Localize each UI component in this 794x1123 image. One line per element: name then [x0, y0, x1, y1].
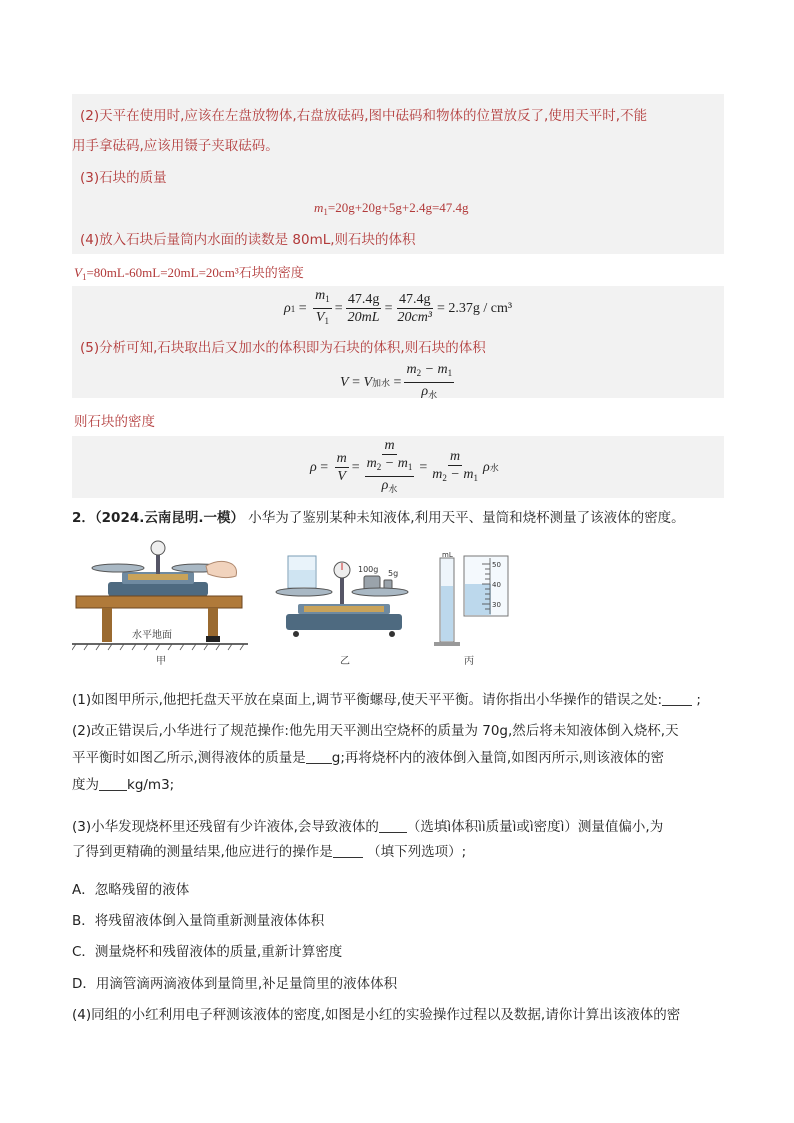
svg-text:100g: 100g: [358, 565, 379, 574]
solution-p3: (3)石块的质量: [80, 170, 167, 186]
question-3b: 了得到更精确的测量结果,他应进行的操作是 （填下列选项）;: [72, 844, 467, 860]
ground-label: 水平地面: [132, 630, 172, 641]
balance-base-yi: [286, 614, 402, 630]
question-stem: 小华为了鉴别某种未知液体,利用天平、量筒和烧杯测量了该液体的密度。: [248, 510, 685, 526]
answer-blank-1[interactable]: [662, 693, 692, 706]
question-number: 2．: [72, 510, 95, 526]
density-formula-1: ρ 1 = $\frac{m_1}{V_1}$ = $\frac{47.4g}{20mL}$ = $\frac{47.4g}{\text{20cm³}}$ = 2.37g / cm³: [284, 288, 513, 326]
question-2c: 度为 kg/m3;: [72, 777, 175, 793]
solution-p2b: 用手拿砝码,应该用镊子夹取砝码。: [72, 138, 279, 154]
fig-label-bing: 丙: [464, 656, 474, 667]
hand-icon: [206, 561, 237, 577]
table-top: [76, 596, 242, 608]
cyl-tick-50: 50: [492, 561, 501, 569]
option-b[interactable]: B．将残留液体倒入量筒重新测量液体体积: [72, 913, 325, 929]
figure-bing: [430, 552, 510, 670]
question-heading: [72, 506, 685, 526]
option-c[interactable]: C．测量烧杯和残留液体的质量,重新计算密度: [72, 944, 343, 960]
fig-label-jia: 甲: [156, 656, 166, 667]
balance-base: [108, 582, 208, 596]
cyl-tick-40: 40: [492, 581, 501, 589]
svg-text:5g: 5g: [388, 569, 399, 578]
left-pan: [92, 564, 144, 572]
question-2a: (2)改正错误后,小华进行了规范操作:他先用天平测出空烧杯的质量为 70g,然后将未知液体倒入烧杯,天: [72, 723, 679, 739]
svg-text:mL: mL: [442, 552, 453, 559]
answer-blank-3[interactable]: [99, 778, 127, 791]
figure-yi: [272, 548, 422, 668]
cyl-tick-30: 30: [492, 601, 501, 609]
answer-blank-4[interactable]: [379, 820, 407, 833]
answer-blank-2[interactable]: [306, 751, 332, 764]
figure-jia: [72, 536, 248, 668]
volume-equation: $V_1=80mL-60mL=20mL=20cm^3$石块的密度: [74, 265, 304, 282]
solution-p5: (5)分析可知,石块取出后又加水的体积即为石块的体积,则石块的体积: [80, 340, 486, 356]
mass-equation: $m_1=20g+20g+5g+2.4g=47.4g$: [314, 200, 469, 217]
option-d[interactable]: D．用滴管滴两滴液体到量筒里,补足量筒里的液体体积: [72, 976, 398, 992]
option-a[interactable]: A．忽略残留的液体: [72, 882, 190, 898]
solution-p6: 则石块的密度: [74, 414, 155, 430]
question-2b: 平平衡时如图乙所示,测得液体的质量是 g;再将烧杯内的液体倒入量筒,如图丙所示,则该液体的密: [72, 750, 664, 766]
density-formula-2: ρ = $\frac{m}{V}$ = $\frac{m}{\frac{m_2 - m_1}{\rho_水}}$ = $\frac{m}{m_2 - m_1}$ ρ 水: [310, 438, 499, 494]
question-4: (4)同组的小红利用电子秤测该液体的密度,如图是小红的实验操作过程以及数据,请你计算出该液体的密: [72, 1007, 681, 1023]
question-source: （2024.云南昆明.一模）: [94, 510, 244, 526]
question-3a: (3)小华发现烧杯里还残留有少许液体,会导致液体的 （选填ì体积ìì质量ì或ì密度ì）测量值偏小,为: [72, 819, 664, 835]
question-1: (1)如图甲所示,他把托盘天平放在桌面上,调节平衡螺母,使天平平衡。请你指出小华操作的错误之处: ;: [72, 692, 701, 708]
volume-formula: V = V 加水 = $\frac{m_2 - m_1}{\rho_水}$: [340, 362, 453, 400]
answer-blank-5[interactable]: [333, 845, 363, 858]
fig-label-yi: 乙: [340, 656, 350, 667]
solution-p4: (4)放入石块后量筒内水面的读数是 80mL,则石块的体积: [80, 232, 416, 248]
solution-p2: (2)天平在使用时,应该在左盘放物体,右盘放砝码,图中砝码和物体的位置放反了,使用天平时,不能: [80, 108, 648, 124]
